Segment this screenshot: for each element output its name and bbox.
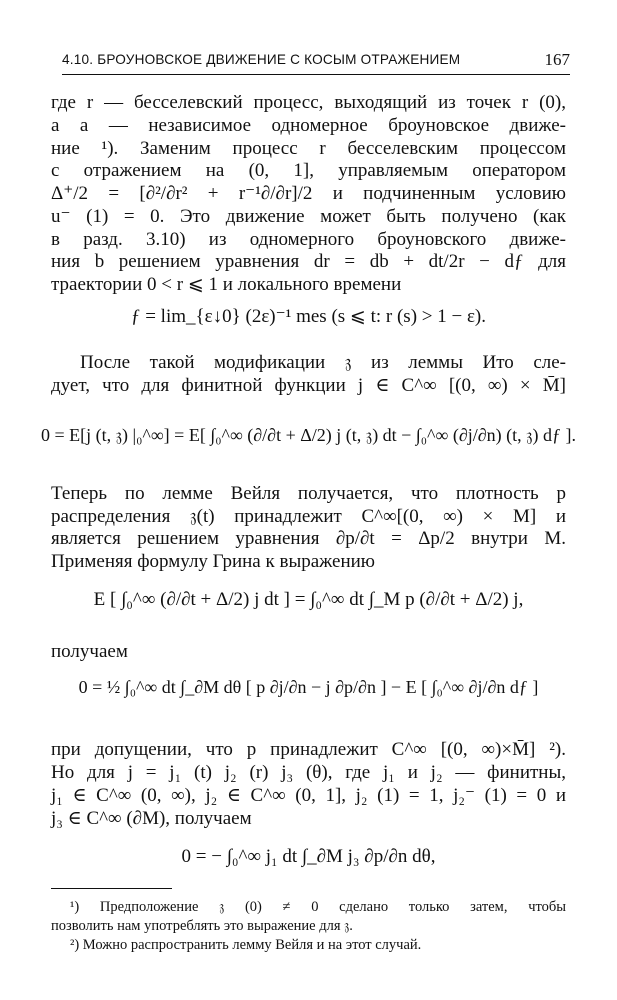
text-line: распределения 𝔷(t) принадлежит C^∞[(0, ∞) × M] и [51,506,566,527]
equation-ito: 0 = E[j (t, 𝔷) |₀^∞] = E[ ∫₀^∞ (∂/∂t + Δ/2) j (t, 𝔷) dt − ∫₀^∞ (∂j/∂n) (t, 𝔷) dƒ ]. [41,425,576,445]
footnote-1: ¹) Предположение 𝔷 (0) ≠ 0 сделано только затем, чтобы [70,899,566,915]
equation-green-result: 0 = ½ ∫₀^∞ dt ∫_∂M dθ [ p ∂j/∂n − j ∂p/∂n ] − E [ ∫₀^∞ ∂j/∂n dƒ ] [78,677,539,697]
running-title: 4.10. БРОУНОВСКОЕ ДВИЖЕНИЕ С КОСЫМ ОТРАЖЕНИЕМ [62,52,461,67]
text-line: Теперь по лемме Вейля получается, что плотность p [51,483,566,504]
footnote-separator [51,888,172,889]
header-rule [62,74,570,75]
page-number: 167 [544,50,570,69]
text-line: Применяя формулу Грина к выражению [51,551,375,572]
text-line: где r — бесселевский процесс, выходящий из точек r (0), [51,92,566,113]
equation-green-expr: E [ ∫₀^∞ (∂/∂t + Δ/2) j dt ] = ∫₀^∞ dt ∫_M p (∂/∂t + Δ/2) j, [93,589,524,610]
text-line: при допущении, что p принадлежит C^∞ [(0, ∞)×M̄] ²). [51,739,566,760]
text-line: j₁ ∈ C^∞ (0, ∞), j₂ ∈ C^∞ (0, 1], j₂ (1) = 1, j₂⁻ (1) = 0 и [51,785,566,806]
text-line: ние ¹). Заменим процесс r бесселевским процессом [51,138,566,159]
equation-local-time: ƒ = lim_{ε↓0} (2ε)⁻¹ mes (s ⩽ t: r (s) > 1 − ε). [130,306,487,327]
text-line: Δ⁺/2 = [∂²/∂r² + r⁻¹∂/∂r]/2 и подчиненным условию [51,183,566,204]
footnote-1-continued: позволить нам употреблять это выражение для 𝔷. [51,918,353,934]
text-line: j₃ ∈ C^∞ (∂M), получаем [51,808,252,829]
text-line: u⁻ (1) = 0. Это движение может быть получено (как [51,206,566,227]
text-line: траектории 0 < r ⩽ 1 и локального времени [51,274,402,295]
text-line: является решением уравнения ∂p/∂t = Δp/2 внутри M. [51,528,566,549]
text-line: дует, что для финитной функции j ∈ C^∞ [(0, ∞) × M̄] [51,375,566,396]
text-line: После такой модификации 𝔷 из леммы Ито сле- [80,352,566,373]
text-line: с отражением на (0, 1], управляемым оператором [51,160,566,181]
footnote-2: ²) Можно распространить лемму Вейля и на этот случай. [70,937,422,953]
text-line: получаем [51,641,128,662]
text-line: ния b решением уравнения dr = db + dt/2r − dƒ для [51,251,566,272]
text-line: Но для j = j₁ (t) j₂ (r) j₃ (θ), где j₁ и j₂ — финитны, [51,762,566,783]
text-line: в разд. 3.10) из одномерного броуновского движе- [51,229,566,250]
equation-final: 0 = − ∫₀^∞ j₁ dt ∫_∂M j₃ ∂p/∂n dθ, [181,846,436,867]
text-line: а a — независимое одномерное броуновское движе- [51,115,566,136]
running-header [62,46,570,76]
